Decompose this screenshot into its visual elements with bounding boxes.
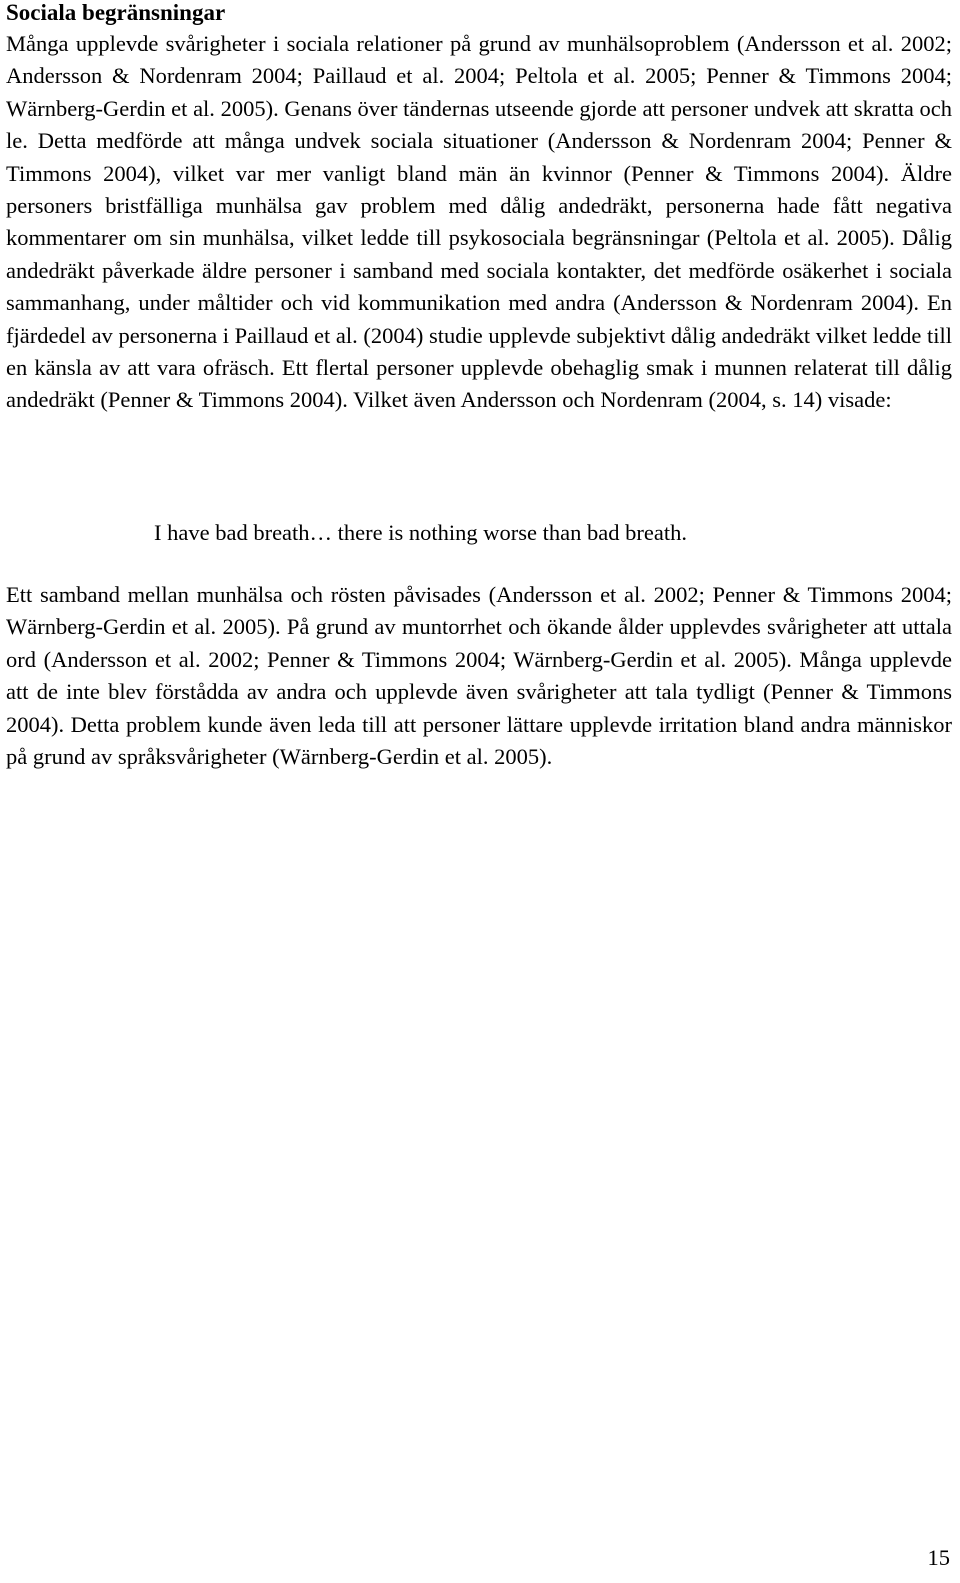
block-quote: I have bad breath… there is nothing worse than bad breath.: [154, 520, 687, 545]
body-paragraph-1: Många upplevde svårigheter i sociala relationer på grund av munhälsoproblem (Andersson et al. 2002; Andersson & Nordenram 2004; Paillaud et al. 2004; Peltola et al. 2005; Penner & Timmons 2004; Wärnberg-Gerdin et al. 2005). Genans över tändernas utseende gjorde att personer undvek att skratta och le. Detta medförde att många undvek sociala situationer (Andersson & Nordenram 2004; Penner & Timmons 2004), vilket var mer vanligt bland män än kvinnor (Penner & Timmons 2004). Äldre personers bristfälliga munhälsa gav problem med dålig andedräkt, personerna hade fått negativa kommentarer om sin munhälsa, vilket ledde till psykosociala begränsningar (Peltola et al. 2005). Dålig andedräkt påverkade äldre personer i samband med sociala kontakter, det medförde osäkerhet i sociala sammanhang, under måltider och vid kommunikation med andra (Andersson & Nordenram 2004). En fjärdedel av personerna i Paillaud et al. (2004) studie upplevde subjektivt dålig andedräkt vilket ledde till en känsla av att vara ofräsch. Ett flertal personer upplevde obehaglig smak i munnen relaterat till dålig andedräkt (Penner & Timmons 2004). Vilket även Andersson och Nordenram (2004, s. 14) visade:: [6, 31, 952, 413]
page-number: 15: [927, 1545, 950, 1570]
body-paragraph-2: Ett samband mellan munhälsa och rösten påvisades (Andersson et al. 2002; Penner & Timmons 2004; Wärnberg-Gerdin et al. 2005). På grund av muntorrhet och ökande ålder upplevdes svårigheter att uttala ord (Andersson et al. 2002; Penner & Timmons 2004; Wärnberg-Gerdin et al. 2005). Många upplevde att de inte blev förstådda av andra och upplevde även svårigheter att tala tydligt (Penner & Timmons 2004). Detta problem kunde även leda till att personer lättare upplevde irritation bland andra människor på grund av språksvårigheter (Wärnberg-Gerdin et al. 2005).: [6, 582, 952, 770]
section-heading: Sociala begränsningar: [6, 0, 226, 25]
